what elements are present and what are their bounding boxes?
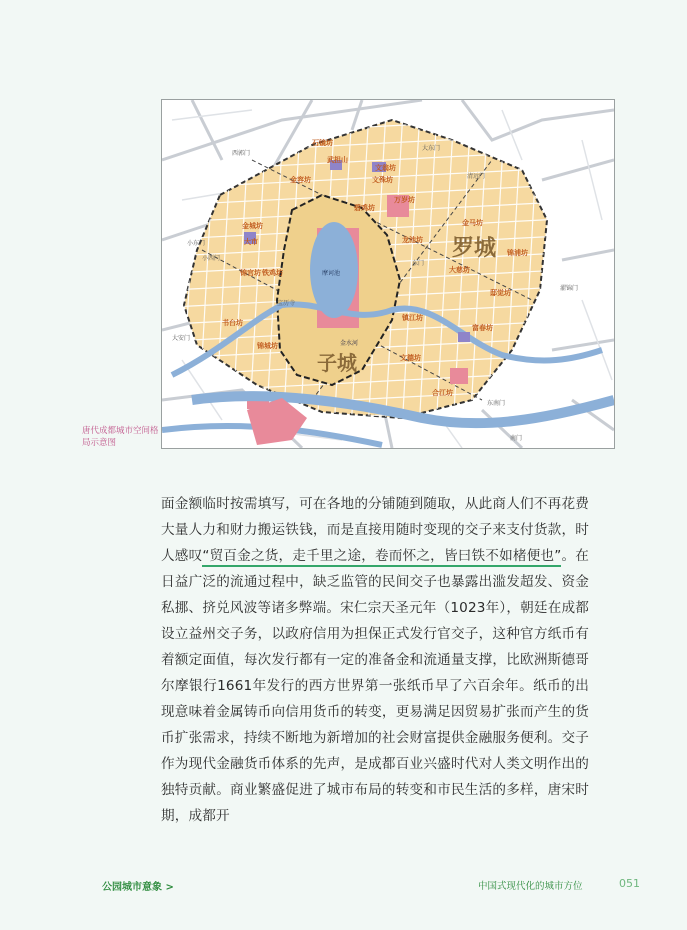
pond-label: 摩诃池 [322,270,341,277]
gate-label: 西郭门 [232,150,251,157]
ward-label: 文殊坊 [372,176,393,184]
gate-label: 东门 [412,260,425,267]
ward-label: 金马坊 [462,219,483,227]
ward-label: 锦浦坊 [507,249,528,257]
ward-label: 龙池坊 [402,236,423,244]
ward-label: 文德坊 [400,354,421,362]
ward-label: 邸觉坊 [490,289,511,297]
ward-label: 书台坊 [222,319,243,327]
inner-city-label: 子城 [317,351,357,375]
section-link[interactable]: 公园城市意象 > [102,882,174,893]
figure-caption: 唐代成都城市空间格局示意图 [82,426,159,448]
ward-label: 大慈坊 [449,266,470,274]
gate-label: 濯锦门 [560,285,579,292]
ward-label: 镇江坊 [402,314,423,322]
body-text-before-quote: 面金额临时按需填写，可在各地的分铺随到随取，从此商人们不再花费大量人力和财力搬运铁钱，而是直接用随时变现的交子来支付货款，时人感叹 [161,496,589,564]
city-map-figure [161,99,615,449]
gate-label: 宝历寺 [277,300,296,307]
gate-label: 东南门 [487,400,506,407]
outer-city-label: 罗城 [452,236,497,261]
ward-label: 合江坊 [432,389,453,397]
body-text-after-quote: 。在日益广泛的流通过程中，缺乏监管的民间交子也暴露出滥发超发、资金私挪、挤兑风波等诸多弊端。宋仁宗天圣元年（1023年），朝廷在成都设立益州交子务，以政府信用为担保正式发行官交子，这种官方纸币有着额定面值，每次发行都有一定的准备金和流通量支撑，比欧洲斯德哥尔摩银行1661年发行的西方世界第一张纸币早了六百余年。纸币的出现意味着金属铸币向信用货币的转变，更易满足因贸易扩张而产生的货币扩张需求，持续不断地为新增加的社会财富提供金融服务便利。交子作为现代金融货币体系的先声，是成都百业兴盛时代对人类文明作出的独特贡献。商业繁盛促进了城市布局的转变和市民生活的多样，唐宋时期，成都开 [161,548,589,824]
body-paragraph [161,491,589,829]
ward-label: 碧鸡坊 [354,204,375,212]
river-label: 金水河 [340,340,359,347]
ward-label: 大市 [244,238,258,246]
book-title: 中国式现代化的城市方位 [478,881,583,892]
gate-label: 小东门 [187,240,206,247]
ward-label: 武担山 [327,156,348,164]
city-map [162,100,614,448]
ward-label: 富春坊 [472,324,493,332]
page-number: 051 [619,877,640,890]
ward-label: 金城坊 [242,222,263,230]
gate-label: 小西门 [202,255,221,262]
grid-line [172,100,562,120]
ward-label: 锦城坊 [257,342,278,350]
gate-label: 清远门 [467,173,486,180]
ward-label: 锦官坊 [240,269,261,277]
gate-label: 大东门 [422,145,441,152]
ward-label: 文翁坊 [375,164,396,172]
gate-label: 大安门 [172,335,191,342]
ward-label: 铁鸡坊 [262,269,283,277]
gate-label: 南门 [510,435,523,442]
ward-label: 万岁坊 [394,196,415,204]
highlighted-quote: “贸百金之货，走千里之途，卷而怀之，皆曰铁不如楮便也” [202,548,561,567]
ward-label: 石镜坊 [312,139,333,147]
ward-label: 金容坊 [290,176,311,184]
